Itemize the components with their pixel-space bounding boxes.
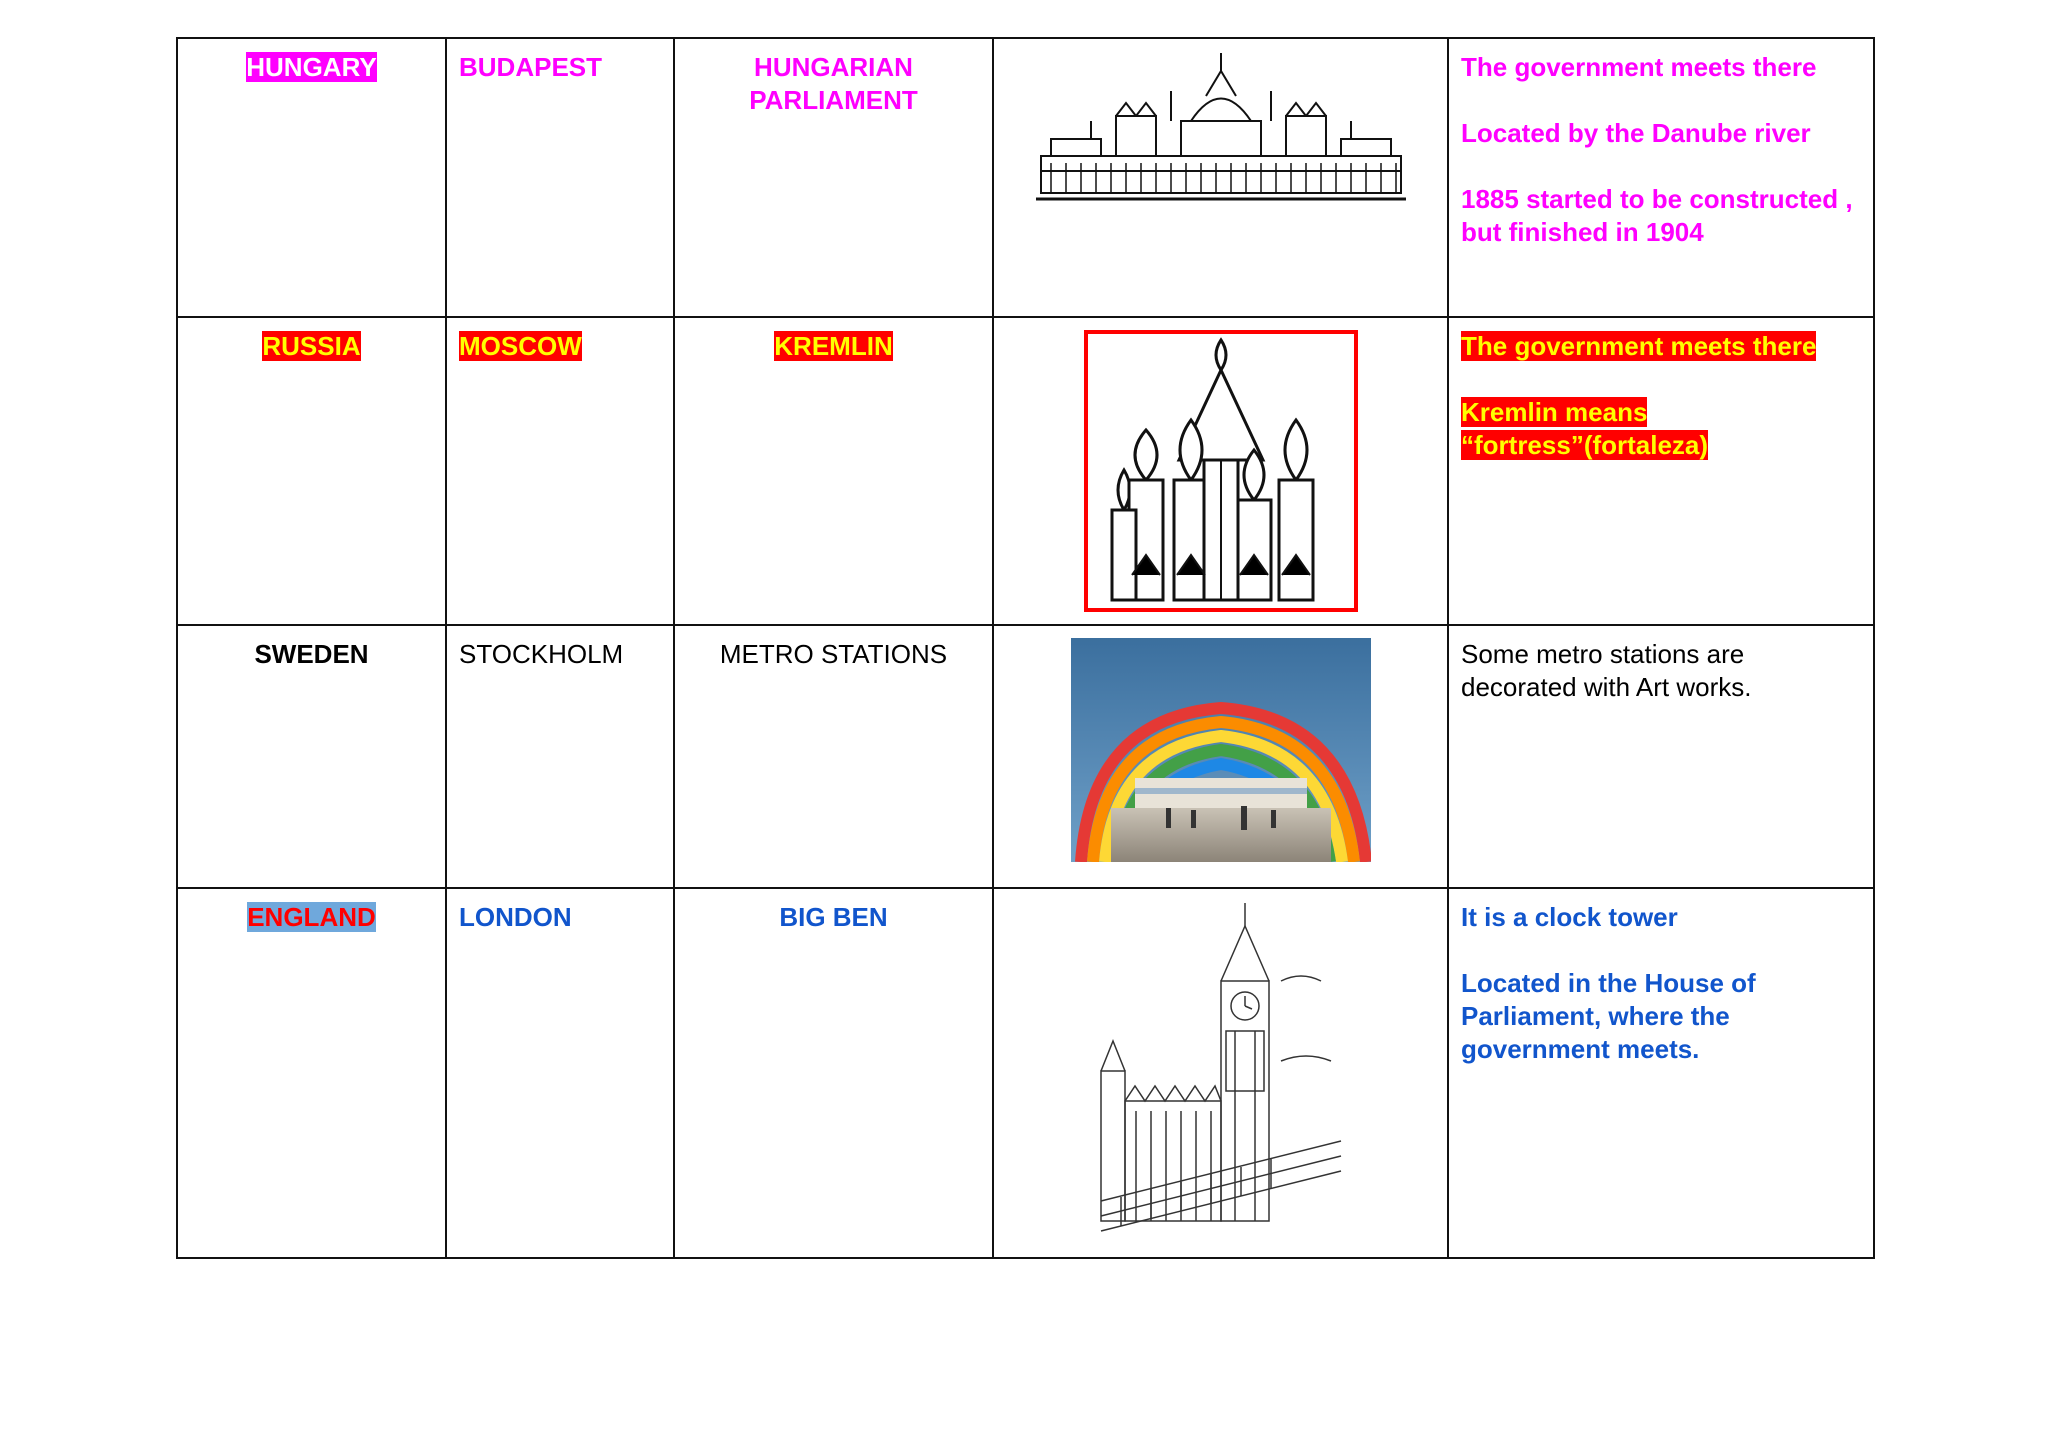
fact-text: Located in the House of Parliament, where the government meets. (1461, 968, 1756, 1064)
landmark-name: KREMLIN (774, 331, 893, 361)
capital-name: LONDON (459, 902, 572, 932)
facts-cell (1448, 317, 1874, 625)
country-name: HUNGARY (246, 52, 377, 82)
country-name: RUSSIA (262, 331, 361, 361)
landmark-cell (674, 38, 993, 317)
fact-highlight: The government meets there (1461, 331, 1817, 361)
capital-name: BUDAPEST (459, 52, 603, 82)
fact-text: The government meets there (1461, 52, 1817, 82)
kremlin-sketch-icon (1084, 330, 1358, 612)
capital-cell (446, 317, 674, 625)
capital-name: MOSCOW (459, 331, 582, 361)
fact-text (1461, 396, 1721, 462)
parliament-sketch-icon (1031, 51, 1411, 211)
big-ben-sketch-icon (1091, 901, 1351, 1241)
image-cell (993, 625, 1448, 888)
fact-highlight: Kremlin means “fortress”(fortaleza) (1461, 397, 1709, 460)
country-cell (177, 38, 446, 317)
landmark-cell (674, 317, 993, 625)
image-cell (993, 888, 1448, 1258)
landmark-name: HUNGARIAN PARLIAMENT (749, 52, 918, 115)
landmark-name: METRO STATIONS (719, 639, 948, 669)
capital-name: STOCKHOLM (459, 639, 624, 669)
country-cell (177, 625, 446, 888)
landmark-name: BIG BEN (779, 902, 888, 932)
country-name: SWEDEN (254, 639, 369, 669)
country-cell (177, 317, 446, 625)
landmarks-table (176, 37, 1875, 1259)
image-cell (993, 317, 1448, 625)
facts-cell (1448, 38, 1874, 317)
fact-text: It is a clock tower (1461, 902, 1678, 932)
capital-cell (446, 888, 674, 1258)
fact-text: 1885 started to be constructed , but finished in 1904 (1461, 184, 1853, 247)
fact-text: Some metro stations are decorated with Art works. (1461, 639, 1752, 702)
capital-cell (446, 38, 674, 317)
table-row (177, 888, 1874, 1258)
fact-text (1461, 330, 1861, 363)
landmark-cell (674, 888, 993, 1258)
table-row (177, 625, 1874, 888)
facts-cell (1448, 625, 1874, 888)
capital-cell (446, 625, 674, 888)
facts-cell (1448, 888, 1874, 1258)
fact-text: Located by the Danube river (1461, 118, 1811, 148)
metro-station-photo-icon (1071, 638, 1371, 862)
table-row (177, 317, 1874, 625)
country-name: ENGLAND (247, 902, 376, 932)
image-cell (993, 38, 1448, 317)
landmark-cell (674, 625, 993, 888)
table-row (177, 38, 1874, 317)
country-cell (177, 888, 446, 1258)
